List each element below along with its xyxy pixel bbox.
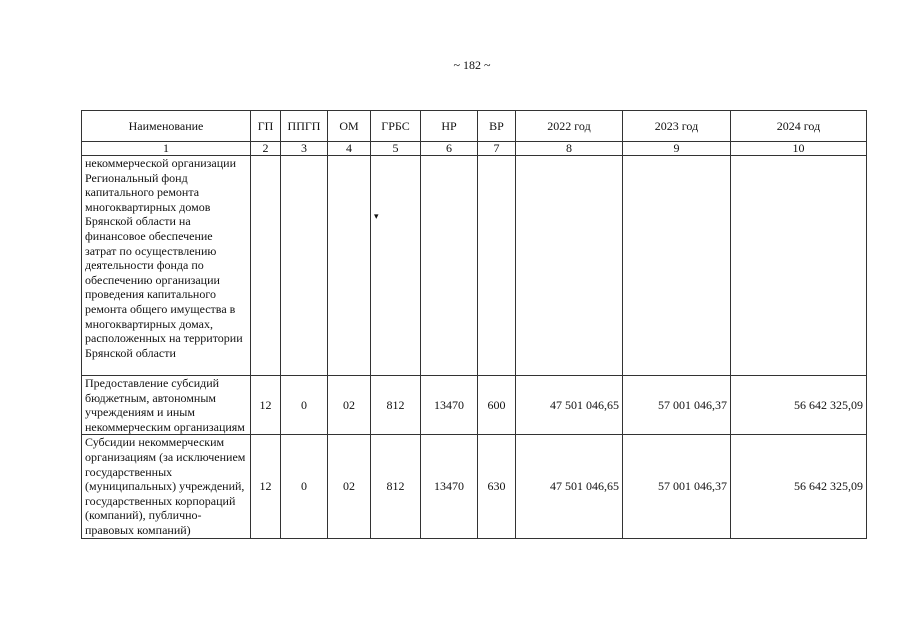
cell-gp: 12 — [251, 376, 281, 435]
cell-vr: 630 — [478, 435, 516, 538]
table-row — [82, 435, 867, 538]
col-number: 4 — [328, 142, 371, 156]
cell-2024 — [731, 156, 867, 376]
col-number: 1 — [82, 142, 251, 156]
cell-gp — [251, 156, 281, 376]
col-number: 7 — [478, 142, 516, 156]
col-number: 6 — [421, 142, 478, 156]
header-row — [82, 111, 867, 142]
col-header-gp: ГП — [251, 111, 281, 142]
cell-ppgp: 0 — [281, 435, 328, 538]
cell-grbs — [371, 156, 421, 376]
table-row — [82, 376, 867, 435]
cell-2022: 47 501 046,65 — [516, 376, 623, 435]
cell-nr: 13470 — [421, 376, 478, 435]
col-number: 2 — [251, 142, 281, 156]
cell-ppgp — [281, 156, 328, 376]
cell-grbs: 812 — [371, 435, 421, 538]
col-header-nr: НР — [421, 111, 478, 142]
cell-vr: 600 — [478, 376, 516, 435]
col-header-name: Наименование — [82, 111, 251, 142]
row-name: некоммерческой организации Региональный фонд капитального ремонта многоквартирных домов Брянской области на финансовое обеспечение затрат по осуществлению деятельности фонда по обеспечению организации проведения капитального ремонта общего имущества в многоквартирных домах, расположенных на территории Брянской области — [82, 156, 251, 376]
col-header-2022: 2022 год — [516, 111, 623, 142]
cell-om: 02 — [328, 435, 371, 538]
cell-2024: 56 642 325,09 — [731, 376, 867, 435]
cell-2023 — [623, 156, 731, 376]
col-number: 5 — [371, 142, 421, 156]
cell-nr — [421, 156, 478, 376]
cell-vr — [478, 156, 516, 376]
cell-2022 — [516, 156, 623, 376]
cell-nr: 13470 — [421, 435, 478, 538]
cell-2024: 56 642 325,09 — [731, 435, 867, 538]
cell-gp: 12 — [251, 435, 281, 538]
budget-table — [81, 110, 867, 539]
col-number: 10 — [731, 142, 867, 156]
cell-2023: 57 001 046,37 — [623, 435, 731, 538]
scan-speck: ▾ — [374, 211, 379, 221]
col-header-grbs: ГРБС — [371, 111, 421, 142]
col-number: 8 — [516, 142, 623, 156]
col-number: 9 — [623, 142, 731, 156]
cell-2022: 47 501 046,65 — [516, 435, 623, 538]
table-row — [82, 156, 867, 376]
cell-om: 02 — [328, 376, 371, 435]
cell-om — [328, 156, 371, 376]
cell-grbs: 812 — [371, 376, 421, 435]
page-number: ~ 182 ~ — [453, 58, 491, 72]
col-header-ppgp: ППГП — [281, 111, 328, 142]
col-header-vr: ВР — [478, 111, 516, 142]
col-header-2024: 2024 год — [731, 111, 867, 142]
col-header-om: ОМ — [328, 111, 371, 142]
row-name: Субсидии некоммерческим организациям (за исключением государственных (муниципальных) учреждений, государственных корпораций (компаний), публично-правовых компаний) — [82, 435, 251, 538]
cell-2023: 57 001 046,37 — [623, 376, 731, 435]
row-name: Предоставление субсидий бюджетным, автономным учреждениям и иным некоммерческим организациям — [82, 376, 251, 435]
col-number: 3 — [281, 142, 328, 156]
col-header-2023: 2023 год — [623, 111, 731, 142]
column-number-row — [82, 142, 867, 156]
cell-ppgp: 0 — [281, 376, 328, 435]
